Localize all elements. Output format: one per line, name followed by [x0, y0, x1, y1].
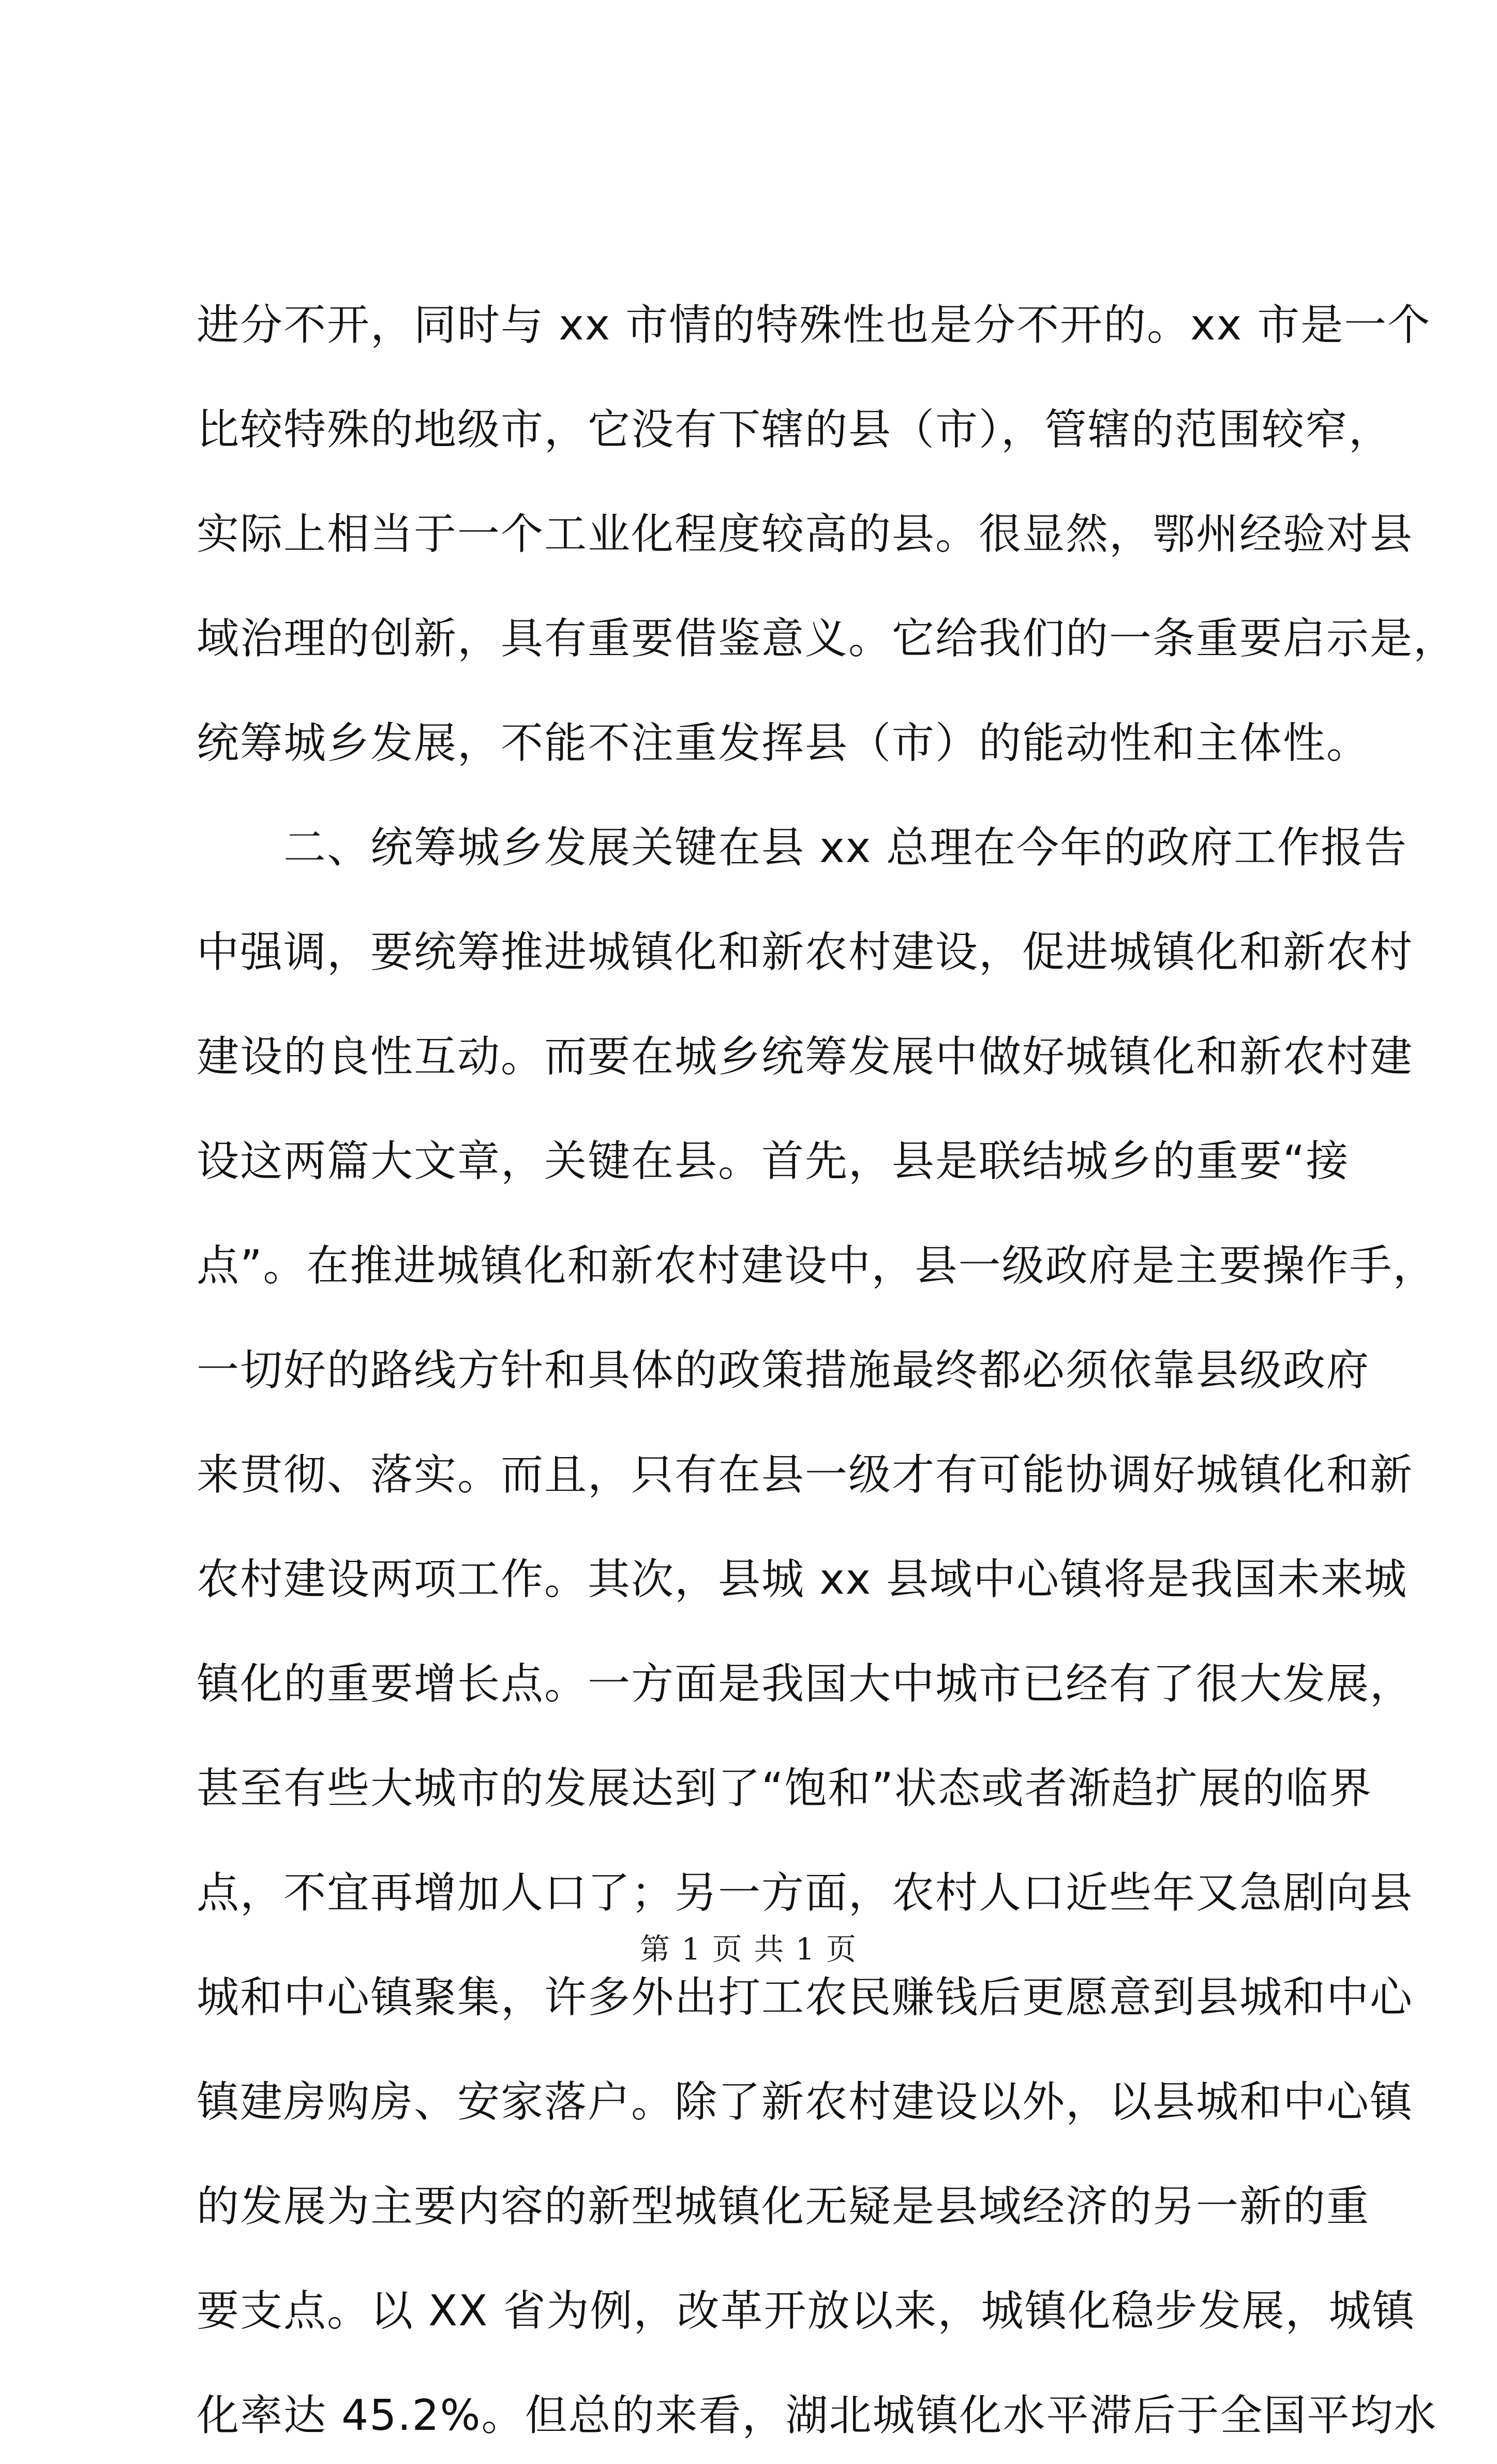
text-line: 统筹城乡发展，不能不注重发挥县（市）的能动性和主体性。	[197, 718, 1370, 768]
text-line: 比较特殊的地级市，它没有下辖的县（市），管辖的范围较窄，	[197, 405, 1393, 454]
text-line: 一切好的路线方针和具体的政策措施最终都必须依靠县级政府	[197, 1345, 1370, 1395]
text-line: 来贯彻、落实。而且，只有在县一级才有可能协调好城镇化和新	[197, 1450, 1414, 1500]
text-line: 设这两篇大文章，关键在县。首先，县是联结城乡的重要“接	[197, 1136, 1350, 1186]
text-line: 化率达 45.2%。但总的来看，湖北城镇化水平滞后于全国平均水	[197, 2391, 1438, 2440]
body-text	[197, 269, 1457, 2464]
text-line: 建设的良性互动。而要在城乡统筹发展中做好城镇化和新农村建	[197, 1032, 1414, 1081]
text-line: 实际上相当于一个工业化程度较高的县。很显然，鄂州经验对县	[197, 509, 1414, 559]
text-line: 二、统筹城乡发展关键在县 xx 总理在今年的政府工作报告	[197, 823, 1408, 872]
text-line: 点”。在推进城镇化和新农村建设中，县一级政府是主要操作手，	[197, 1241, 1436, 1290]
text-line: 的发展为主要内容的新型城镇化无疑是县域经济的另一新的重	[197, 2181, 1370, 2231]
text-line: 要支点。以 XX 省为例，改革开放以来，城镇化稳步发展，城镇	[197, 2286, 1416, 2336]
text-line: 农村建设两项工作。其次，县城 xx 县域中心镇将是我国未来城	[197, 1554, 1408, 1604]
text-line: 域治理的创新，具有重要借鉴意义。它给我们的一条重要启示是，	[197, 614, 1457, 663]
text-line: 甚至有些大城市的发展达到了“饱和”状态或者渐趋扩展的临界	[197, 1763, 1372, 1813]
text-line: 城和中心镇聚集，许多外出打工农民赚钱后更愿意到县城和中心	[197, 1972, 1414, 2022]
text-line: 镇化的重要增长点。一方面是我国大中城市已经有了很大发展，	[197, 1659, 1414, 1709]
text-line: 中强调，要统筹推进城镇化和新农村建设，促进城镇化和新农村	[197, 927, 1414, 977]
text-line: 点，不宜再增加人口了；另一方面，农村人口近些年又急剧向县	[197, 1868, 1414, 1918]
text-line: 进分不开，同时与 xx 市情的特殊性也是分不开的。xx 市是一个	[197, 300, 1431, 350]
page-footer: 第 1 页 共 1 页	[640, 1932, 857, 1967]
text-line: 镇建房购房、安家落户。除了新农村建设以外，以县城和中心镇	[197, 2077, 1414, 2127]
